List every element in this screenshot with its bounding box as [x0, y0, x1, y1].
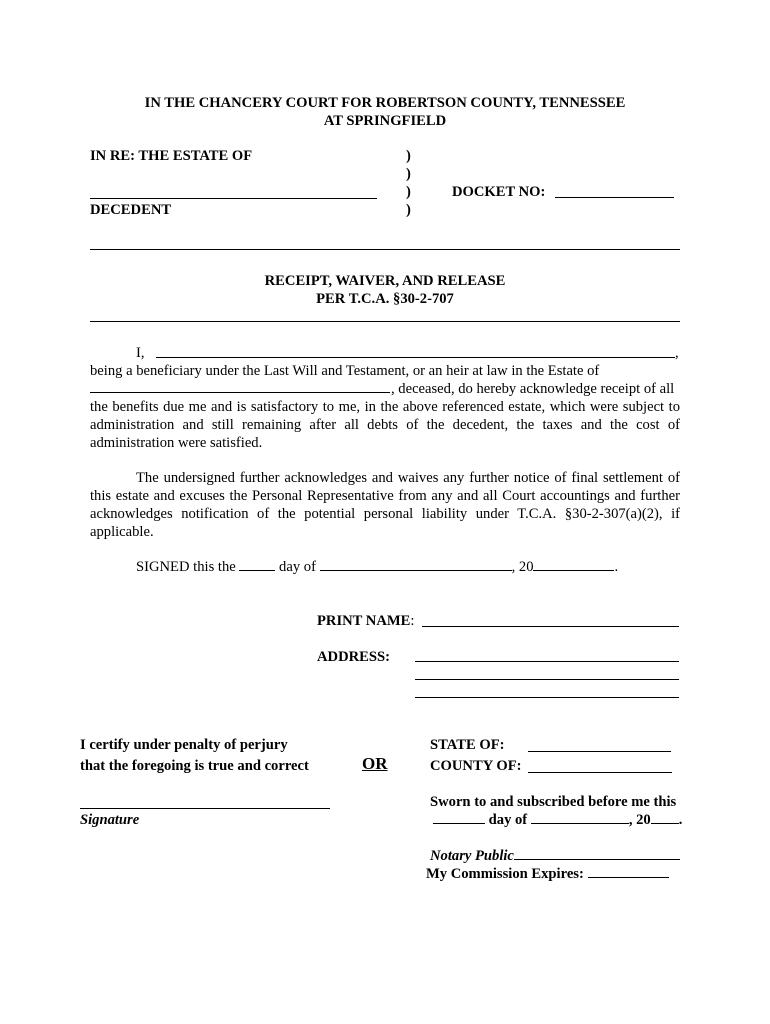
signed-day-blank[interactable] — [239, 570, 275, 571]
caption-paren-2: ) — [406, 166, 411, 182]
caption-paren-3: ) — [406, 184, 411, 200]
form-title-line1: RECEIPT, WAIVER, AND RELEASE — [264, 273, 506, 289]
signed-year-blank[interactable] — [533, 570, 614, 571]
decedent-label: DECEDENT — [90, 202, 172, 218]
state-label: STATE OF: — [430, 737, 505, 753]
signed-day-of-text: day of — [279, 559, 316, 575]
address-line-1[interactable] — [415, 661, 679, 662]
print-name-row — [317, 612, 414, 630]
address-line-3[interactable] — [415, 697, 679, 698]
county-line[interactable] — [528, 772, 672, 773]
sworn-year-blank[interactable] — [651, 823, 679, 824]
divider-2 — [90, 321, 680, 322]
notary-signature-line[interactable] — [514, 859, 680, 860]
signature-line[interactable] — [80, 808, 330, 809]
caption-paren-4: ) — [406, 202, 411, 218]
p1-line3-tail: , deceased, do hereby acknowledge receipt of all — [391, 381, 675, 397]
or-label: OR — [362, 754, 388, 773]
p1-line2: being a beneficiary under the Last Will and Testament, or an heir at law in the Estate of — [90, 363, 600, 379]
sworn-line: Sworn to and subscribed before me this — [430, 794, 677, 810]
signature-label: Signature — [80, 812, 140, 828]
sworn-period: . — [678, 812, 683, 828]
caption-paren-1: ) — [406, 148, 411, 164]
deceased-name-line[interactable] — [90, 392, 390, 393]
p2-waiver-paragraph: The undersigned further acknowledges and waives any further notice of final settlement of this estate and excuses the Personal Representative from any and all Court accountings and further acknowledges notification of the potential personal liability under T.C.A. §30-2-307(a)(2), if applicable. — [90, 470, 680, 540]
notary-public-label: Notary Public — [430, 848, 514, 864]
sworn-date-row — [433, 811, 682, 829]
docket-number-line[interactable] — [555, 197, 674, 198]
docket-label: DOCKET NO: — [452, 184, 546, 200]
estate-name-line[interactable] — [90, 198, 377, 199]
p1-comma: , — [675, 345, 679, 361]
sworn-month-blank[interactable] — [531, 823, 629, 824]
certify-line2: that the foregoing is true and correct — [80, 758, 309, 774]
signed-period: . — [614, 559, 619, 575]
notary-row — [430, 847, 680, 865]
in-re-label: IN RE: THE ESTATE OF — [90, 148, 253, 164]
divider-1 — [90, 249, 680, 250]
signed-this-text: SIGNED this the — [136, 559, 236, 575]
commission-row — [426, 865, 669, 883]
address-label: ADDRESS: — [317, 649, 390, 665]
sworn-day-blank[interactable] — [433, 823, 485, 824]
commission-expires-line[interactable] — [588, 877, 669, 878]
print-name-label: PRINT NAME — [317, 613, 411, 629]
certify-line1: I certify under penalty of perjury — [80, 737, 288, 753]
print-name-colon: : — [410, 613, 415, 629]
signed-line — [136, 558, 618, 576]
address-line-2[interactable] — [415, 679, 679, 680]
p1-i: I, — [136, 345, 145, 361]
sworn-year-prefix: , 20 — [628, 812, 651, 828]
signed-year-prefix: , 20 — [511, 559, 534, 575]
sworn-day-of: day of — [488, 812, 528, 828]
signed-month-blank[interactable] — [320, 570, 512, 571]
state-line[interactable] — [528, 751, 671, 752]
commission-label: My Commission Expires: — [426, 866, 584, 882]
p1-rest: the benefits due me and is satisfactory to me, in the above referenced estate, which were subject to administration and still remaining after all debts of the decedent, the taxes and the cost of administration were satisfied. — [90, 399, 680, 451]
court-heading-line2: AT SPRINGFIELD — [323, 113, 447, 129]
beneficiary-name-line[interactable] — [156, 357, 675, 358]
form-title-line2: PER T.C.A. §30-2-707 — [316, 291, 454, 307]
print-name-line[interactable] — [422, 626, 679, 627]
court-heading-line1: IN THE CHANCERY COURT FOR ROBERTSON COUNTY, TENNESSEE — [144, 95, 626, 111]
county-label: COUNTY OF: — [430, 758, 522, 774]
